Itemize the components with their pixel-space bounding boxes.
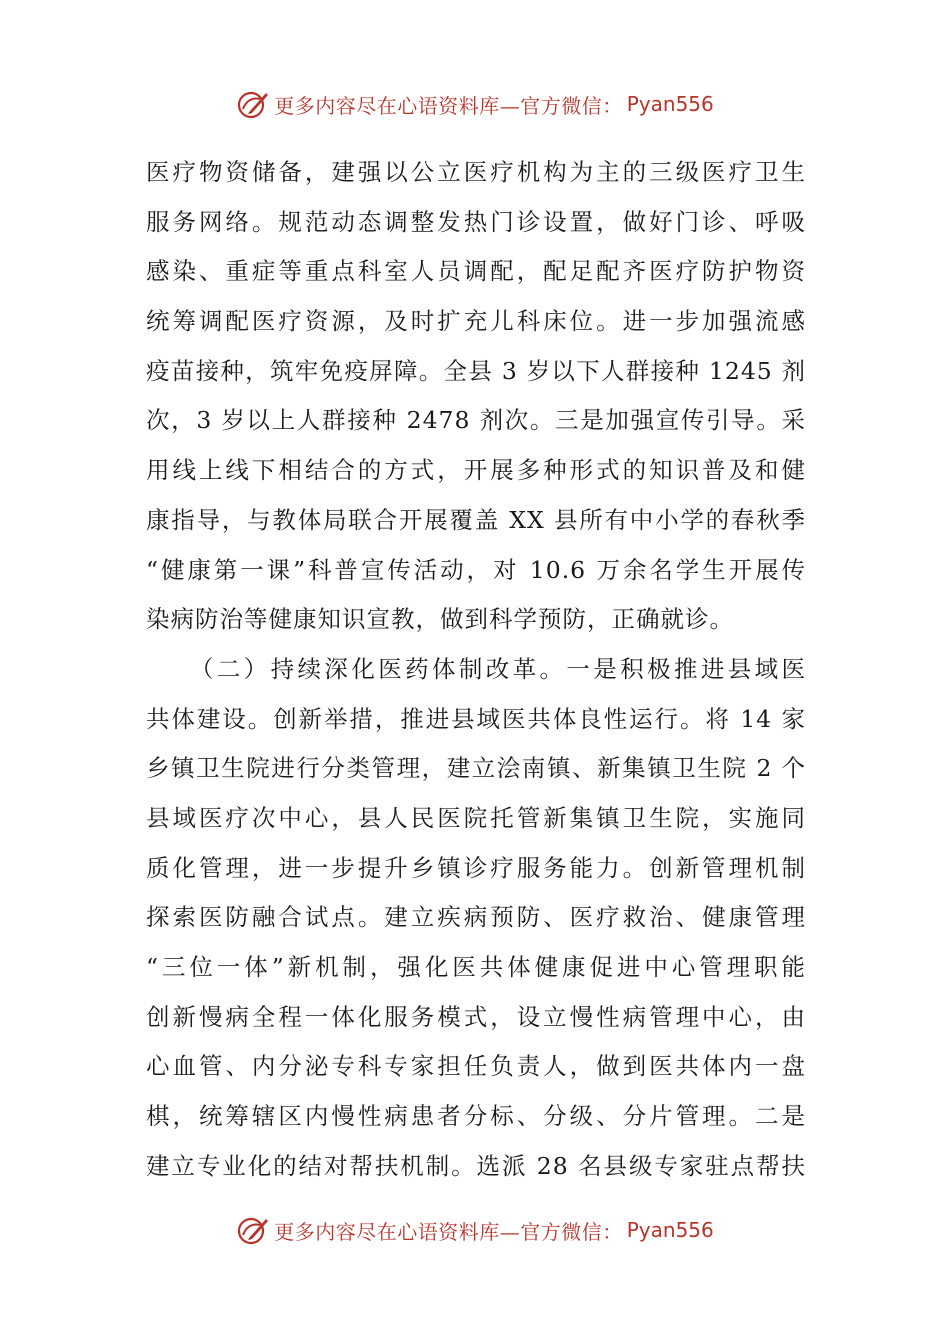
text-line: 医疗物资储备，建强以公立医疗机构为主的三级医疗卫生 [146, 158, 806, 186]
text-line: 棋，统筹辖区内慢性病患者分标、分级、分片管理。二是 [146, 1102, 806, 1131]
text-line: 探索医防融合试点。建立疾病预防、医疗救治、健康管理 [146, 903, 806, 932]
watermark-text: 更多内容尽在心语资料库—官方微信： [274, 93, 623, 118]
text-line: 服务网络。规范动态调整发热门诊设置，做好门诊、呼吸 [146, 207, 806, 236]
text-line: 心血管、内分泌专科专家担任负责人，做到医共体内一盘 [146, 1052, 806, 1081]
text-line: 统筹调配医疗资源，及时扩充儿科床位。进一步加强流感 [146, 307, 806, 336]
text-line: 用线上线下相结合的方式，开展多种形式的知识普及和健 [146, 456, 806, 485]
text-line: 疫苗接种，筑牢免疫屏障。全县 3 岁以下人群接种 1245 剂 [146, 356, 806, 385]
pen-logo-icon [236, 1213, 270, 1247]
text-line: 染病防治等健康知识宣教，做到科学预防，正确就诊。 [146, 605, 734, 634]
document-body [146, 148, 806, 1191]
watermark-wechat-id: Pyan556 [626, 92, 714, 116]
section-heading-line: （二）持续深化医药体制改革。一是积极推进县域医 [190, 654, 806, 683]
text-line: 次，3 岁以上人群接种 2478 剂次。三是加强宣传引导。采 [146, 406, 806, 435]
pen-logo-icon [236, 87, 270, 121]
watermark-wechat-id: Pyan556 [626, 1218, 714, 1242]
text-line: “健康第一课”科普宣传活动，对 10.6 万余名学生开展传 [146, 555, 806, 584]
text-line: 质化管理，进一步提升乡镇诊疗服务能力。创新管理机制 [146, 853, 806, 882]
text-line: 建立专业化的结对帮扶机制。选派 28 名县级专家驻点帮扶 [146, 1151, 806, 1180]
text-line: 感染、重症等重点科室人员调配，配足配齐医疗防护物资 [146, 257, 806, 286]
text-line: 康指导，与教体局联合开展覆盖 XX 县所有中小学的春秋季 [146, 505, 806, 534]
watermark-text: 更多内容尽在心语资料库—官方微信： [274, 1219, 623, 1244]
watermark-footer [0, 1210, 950, 1250]
text-line: 乡镇卫生院进行分类管理，建立浍南镇、新集镇卫生院 2 个 [146, 754, 806, 783]
watermark-header [0, 84, 950, 124]
text-line: 创新慢病全程一体化服务模式，设立慢性病管理中心，由 [146, 1002, 806, 1031]
text-line: “三位一体”新机制，强化医共体健康促进中心管理职能 [146, 953, 806, 981]
text-line: 共体建设。创新举措，推进县域医共体良性运行。将 14 家 [146, 704, 806, 733]
text-line: 县域医疗次中心，县人民医院托管新集镇卫生院，实施同 [146, 803, 806, 832]
